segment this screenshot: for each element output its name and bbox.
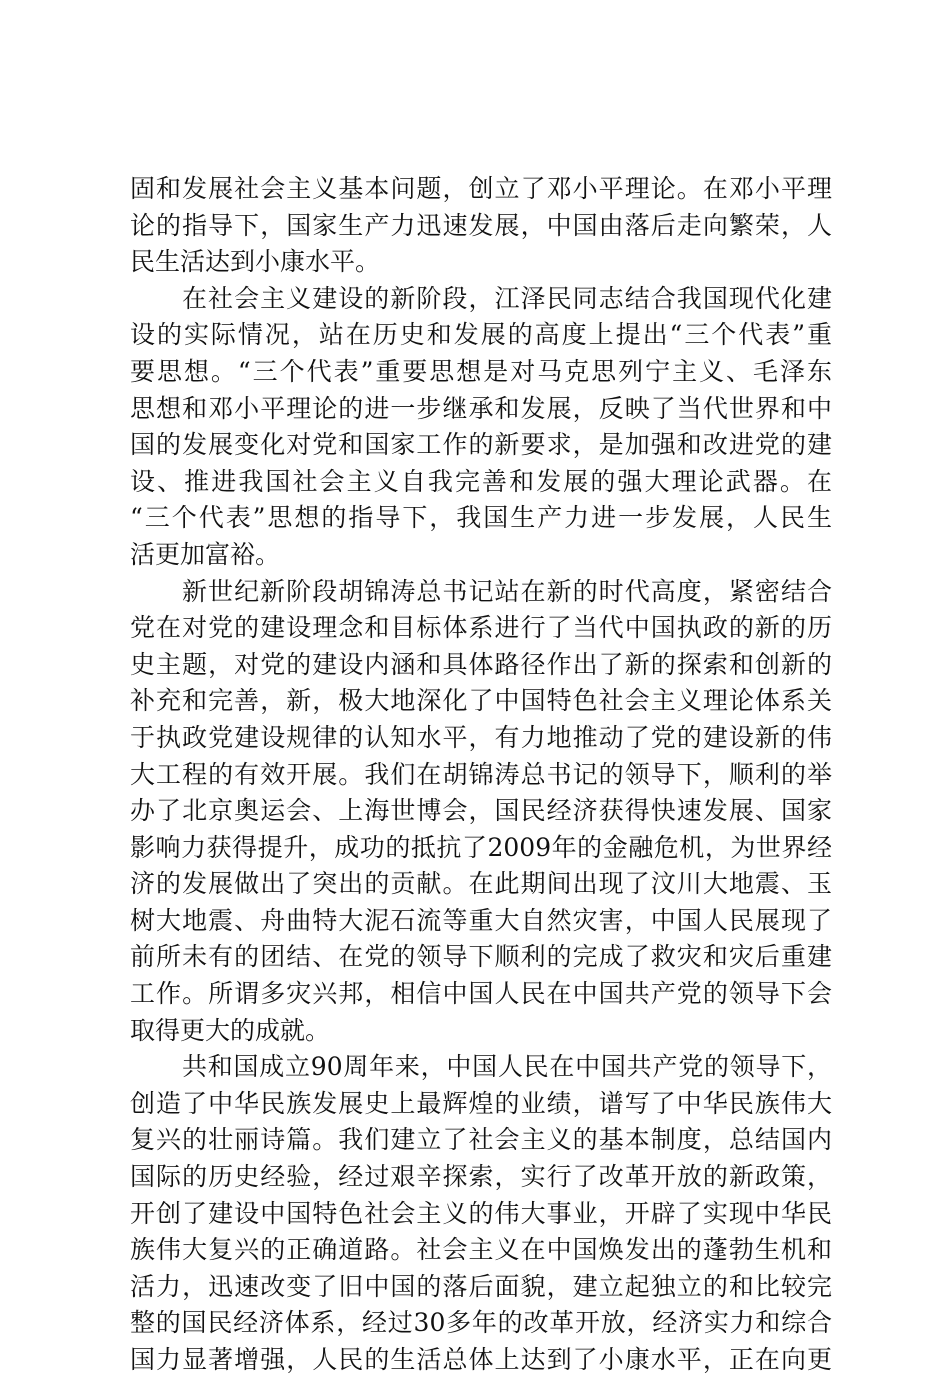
text-line: 整的国民经济体系，经过30多年的改革开放，经济实力和综合: [130, 1308, 832, 1338]
text-line: 族伟大复兴的正确道路。社会主义在中国焕发出的蓬勃生机和: [130, 1235, 832, 1265]
text-line: 设的实际情况，站在历史和发展的高度上提出“三个代表”重: [130, 320, 832, 350]
text-line: 国际的历史经验，经过艰辛探索，实行了改革开放的新政策，: [130, 1162, 832, 1192]
text-line: 前所未有的团结、在党的领导下顺利的完成了救灾和灾后重建: [130, 942, 832, 972]
paragraph-first-line: 在社会主义建设的新阶段，江泽民同志结合我国现代化建: [182, 283, 832, 313]
text-line: 党在对党的建设理念和目标体系进行了当代中国执政的新的历: [130, 613, 832, 643]
text-line: 工作。所谓多灾兴邦，相信中国人民在中国共产党的领导下会: [130, 979, 832, 1009]
text-line: 创造了中华民族发展史上最辉煌的业绩，谱写了中华民族伟大: [130, 1088, 832, 1118]
text-line: 影响力获得提升，成功的抵抗了2009年的金融危机，为世界经: [130, 832, 832, 862]
text-line: 大工程的有效开展。我们在胡锦涛总书记的领导下，顺利的举: [130, 759, 832, 789]
text-line: 论的指导下，国家生产力迅速发展，中国由落后走向繁荣，人: [130, 210, 832, 240]
text-line: 国的发展变化对党和国家工作的新要求，是加强和改进党的建: [130, 430, 832, 460]
text-line: 民生活达到小康水平。: [130, 247, 381, 277]
paragraph-first-line: 共和国成立90周年来，中国人民在中国共产党的领导下，: [182, 1052, 832, 1082]
text-line: “三个代表”思想的指导下，我国生产力进一步发展，人民生: [130, 503, 832, 533]
text-line: 活力，迅速改变了旧中国的落后面貌，建立起独立的和比较完: [130, 1271, 832, 1301]
text-line: 于执政党建设规律的认知水平，有力地推动了党的建设新的伟: [130, 722, 832, 752]
paragraph-first-line: 新世纪新阶段胡锦涛总书记站在新的时代高度，紧密结合: [182, 576, 832, 606]
text-line: 树大地震、舟曲特大泥石流等重大自然灾害，中国人民展现了: [130, 905, 832, 935]
text-line: 设、推进我国社会主义自我完善和发展的强大理论武器。在: [130, 466, 832, 496]
document-page: [130, 171, 832, 1379]
text-line: 复兴的壮丽诗篇。我们建立了社会主义的基本制度，总结国内: [130, 1125, 832, 1155]
text-line: 办了北京奥运会、上海世博会，国民经济获得快速发展、国家: [130, 796, 832, 826]
text-line: 活更加富裕。: [130, 539, 281, 569]
text-line: 补充和完善，新，极大地深化了中国特色社会主义理论体系关: [130, 686, 832, 716]
text-line: 开创了建设中国特色社会主义的伟大事业，开辟了实现中华民: [130, 1198, 832, 1228]
text-line: 国力显著增强，人民的生活总体上达到了小康水平，正在向更: [130, 1345, 832, 1374]
text-line: 取得更大的成就。: [130, 1015, 331, 1045]
text-line: 济的发展做出了突出的贡献。在此期间出现了汶川大地震、玉: [130, 869, 832, 899]
text-line: 思想和邓小平理论的进一步继承和发展，反映了当代世界和中: [130, 393, 832, 423]
text-line: 固和发展社会主义基本问题，创立了邓小平理论。在邓小平理: [130, 174, 832, 203]
text-line: 史主题，对党的建设内涵和具体路径作出了新的探索和创新的: [130, 649, 832, 679]
text-line: 要思想。“三个代表”重要思想是对马克思列宁主义、毛泽东: [130, 356, 832, 386]
